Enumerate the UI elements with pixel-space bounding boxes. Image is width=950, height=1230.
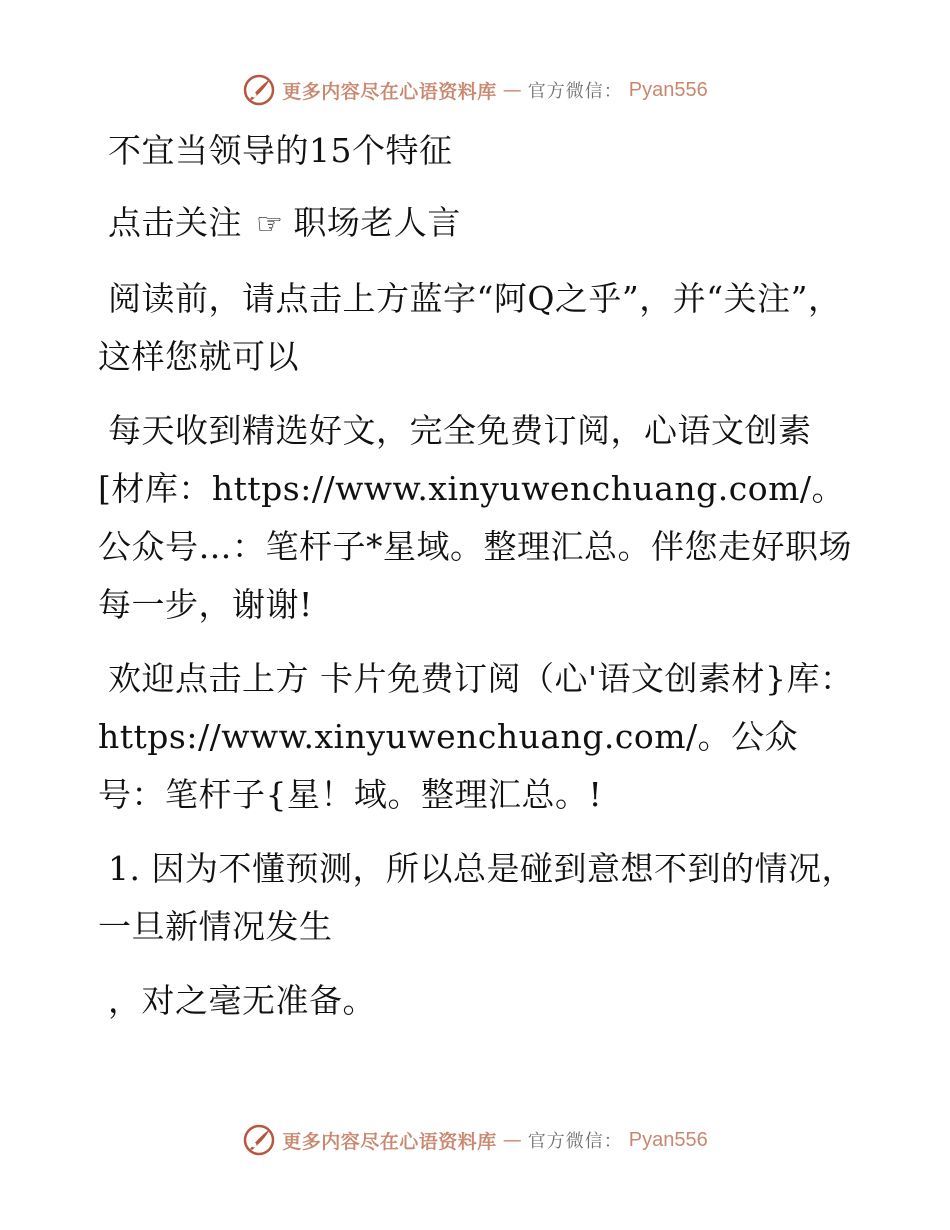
quill-circle-logo-icon	[242, 73, 276, 107]
quill-circle-logo-icon	[242, 1123, 276, 1157]
wechat-label: 官方微信：	[527, 81, 623, 102]
pointing-hand-icon: ☞	[256, 207, 284, 242]
banner-dash: —	[502, 79, 522, 101]
site-name: 更多内容尽在心语资料库	[282, 80, 497, 103]
header-banner	[0, 70, 950, 110]
follow-suffix: 职场老人言	[293, 203, 461, 242]
wechat-id: Pyan556	[628, 78, 708, 101]
paragraph: 阅读前，请点击上方蓝字“阿Q之乎”，并“关注”，这样您就可以	[98, 279, 842, 376]
wechat-label: 官方微信：	[527, 1131, 623, 1152]
banner-dash: —	[502, 1129, 522, 1151]
document-title: 不宜当领导的15个特征	[108, 131, 453, 170]
document-body	[98, 122, 858, 1046]
paragraph: 1. 因为不懂预测，所以总是碰到意想不到的情况，一旦新情况发生	[98, 849, 855, 946]
wechat-id: Pyan556	[628, 1128, 708, 1151]
site-name: 更多内容尽在心语资料库	[282, 1130, 497, 1153]
paragraph: 每天收到精选好文，完全免费订阅，心语文创素[材库：https://www.xinyuwenchuang.com/。公众号…：笔杆子*星域。整理汇总。伴您走好职场每一步，谢谢!	[98, 411, 852, 624]
paragraph: 欢迎点击上方 卡片免费订阅（心'语文创素材}库：https://www.xinyuwenchuang.com/。公众号：笔杆子{星！域。整理汇总。!	[98, 659, 854, 814]
footer-banner	[0, 1120, 950, 1160]
follow-line	[98, 194, 858, 254]
follow-prefix: 点击关注	[108, 203, 242, 242]
paragraph: ，对之毫无准备。	[108, 981, 376, 1020]
